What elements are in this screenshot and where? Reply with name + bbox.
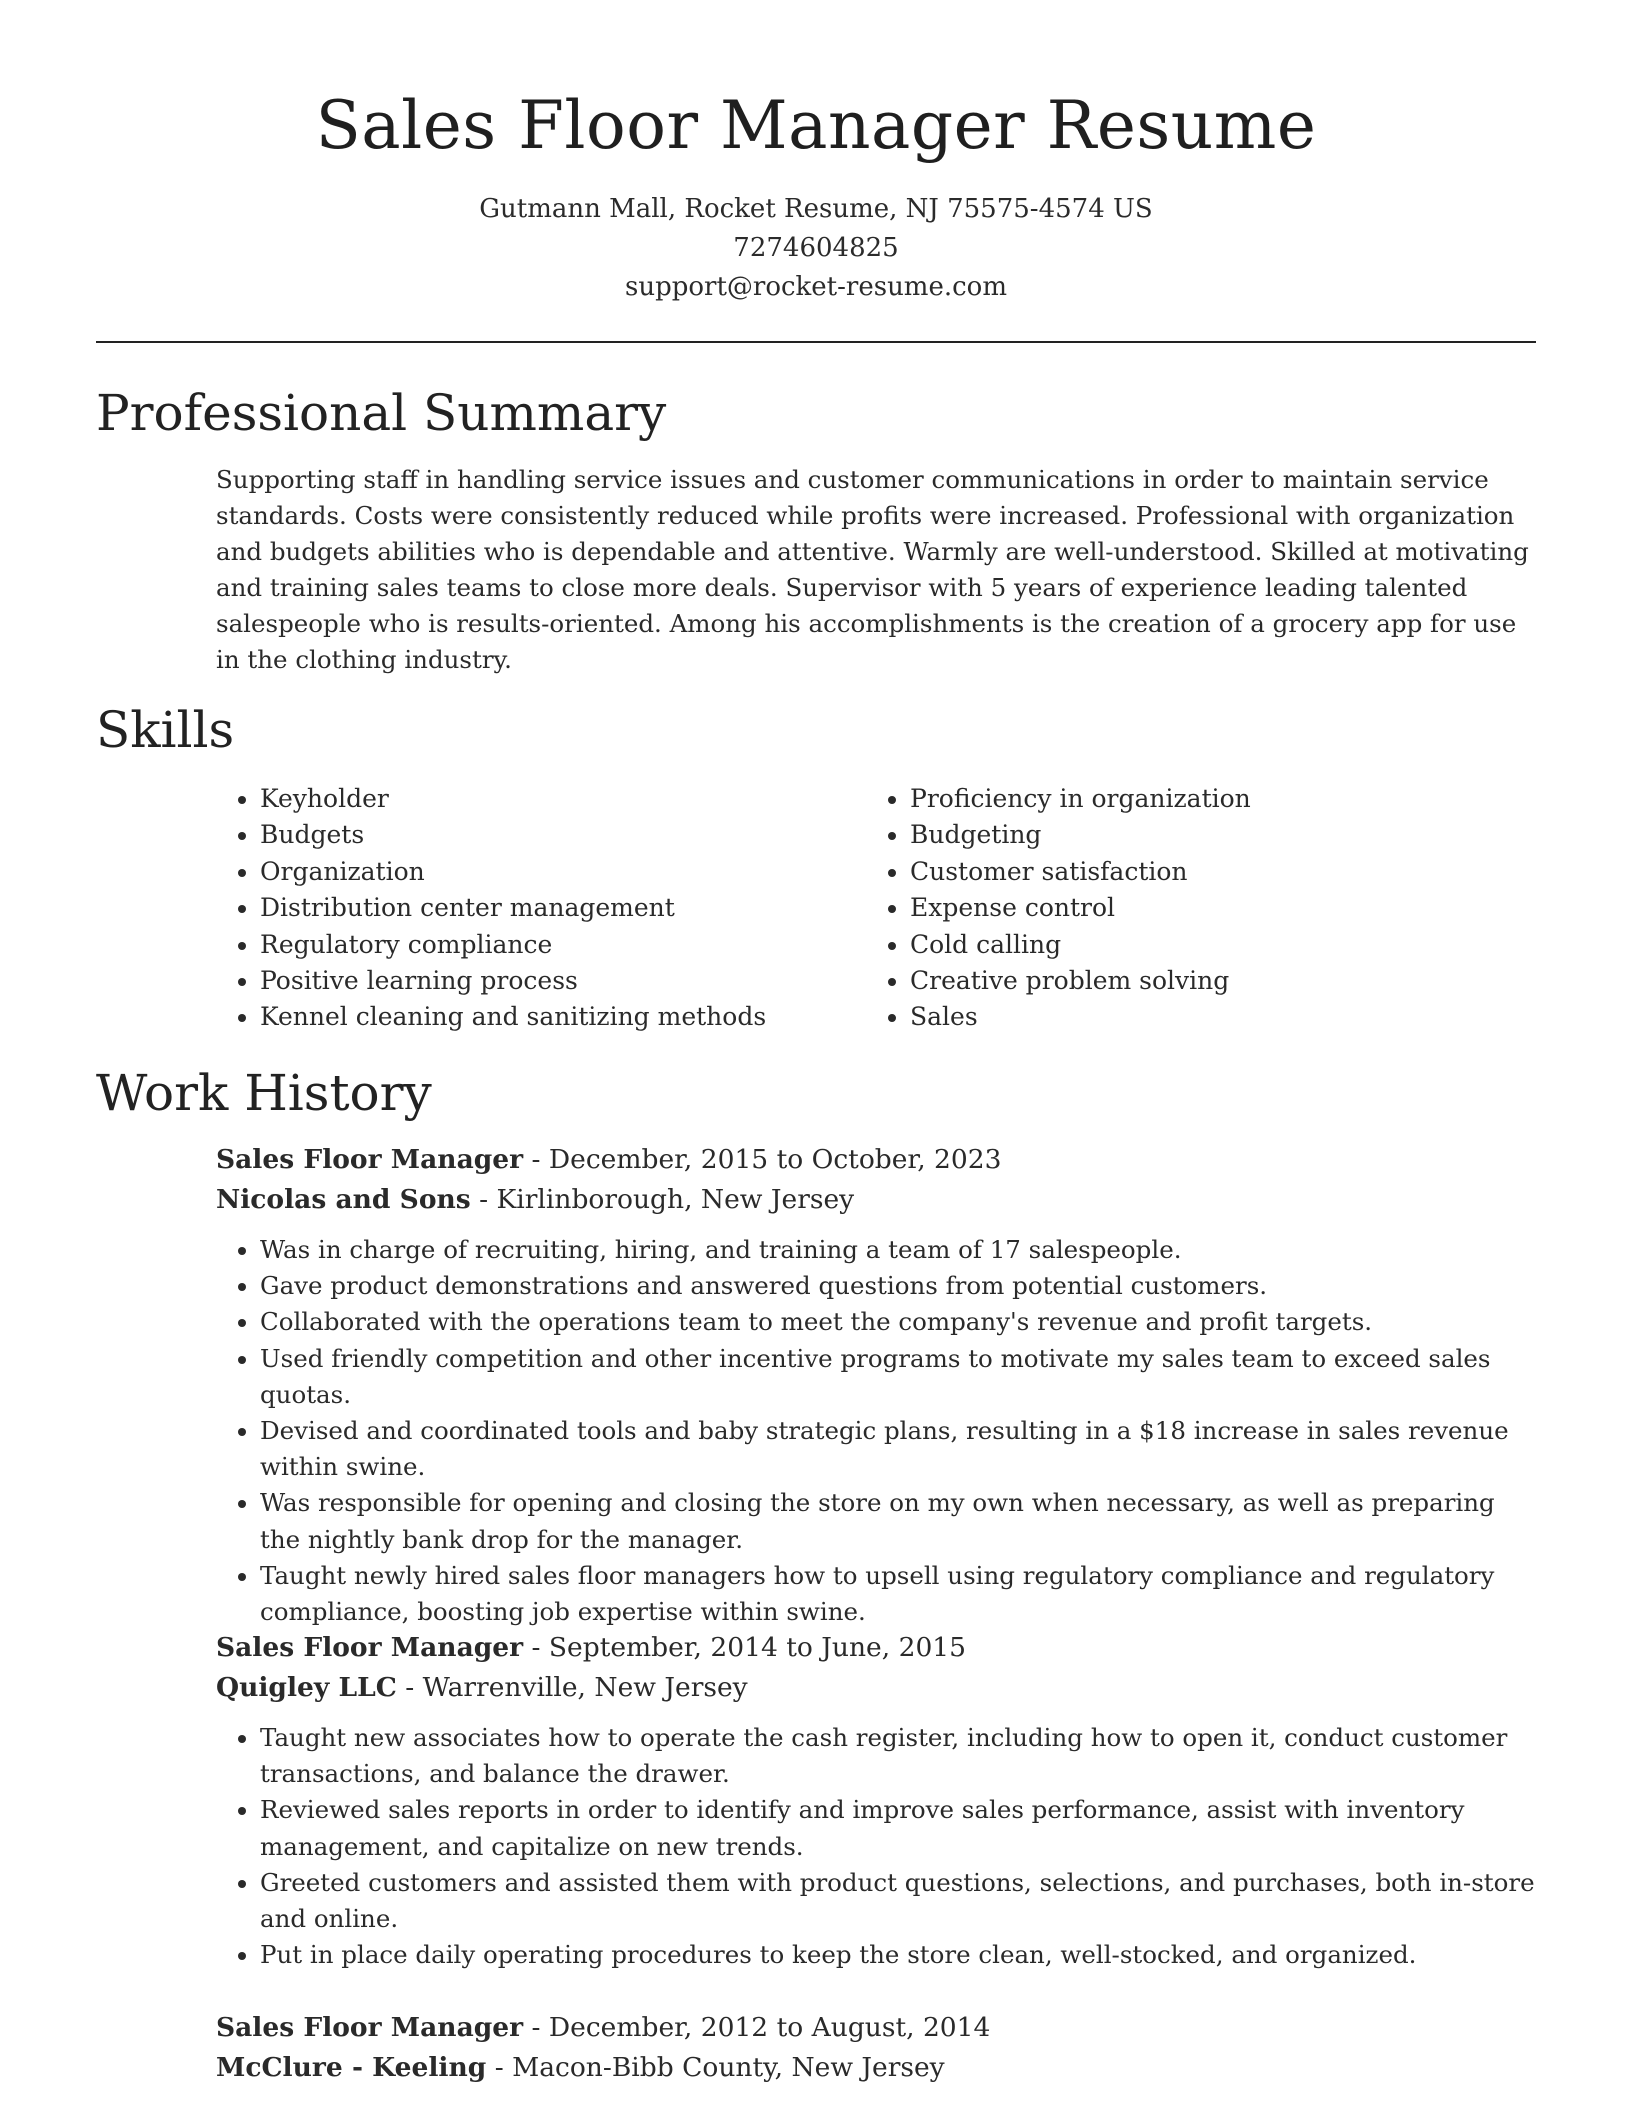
- skill-item: • Cold calling: [910, 927, 1516, 963]
- job-company-line: [216, 2048, 1536, 2088]
- duty-item: • Gave product demonstrations and answered questions from potential customers.: [260, 1268, 1536, 1304]
- resume-title: Sales Floor Manager Resume: [315, 87, 1317, 164]
- duty-item: • Collaborated with the operations team to meet the company's revenue and profit targets.: [260, 1304, 1536, 1340]
- duty-item: • Was in charge of recruiting, hiring, and training a team of 17 salespeople.: [260, 1232, 1536, 1268]
- skill-item: • Kennel cleaning and sanitizing methods: [260, 999, 866, 1035]
- job-title-line: [216, 2008, 1536, 2048]
- job-title-line: [216, 1140, 1536, 1180]
- skill-item: • Sales: [910, 999, 1516, 1035]
- job-location: - Warrenville, New Jersey: [396, 1672, 748, 1703]
- job-company: McClure - Keeling: [216, 2052, 487, 2083]
- job-company: Nicolas and Sons: [216, 1184, 471, 1215]
- work-history-heading: Work History: [96, 1064, 432, 1122]
- duty-item: • Put in place daily operating procedures to keep the store clean, well-stocked, and organized.: [260, 1937, 1536, 1973]
- job-entry: [216, 2008, 1536, 2088]
- job-duties: [216, 1720, 1536, 1973]
- job-title: Sales Floor Manager: [216, 1144, 524, 1175]
- skill-item: • Regulatory compliance: [260, 927, 866, 963]
- skill-item: • Budgets: [260, 817, 866, 853]
- skills-column-right: [866, 781, 1516, 1036]
- job-company: Quigley LLC: [216, 1672, 397, 1703]
- duty-item: • Taught newly hired sales floor managers how to upsell using regulatory compliance and regulatory compliance, boosting job expertise within swine.: [260, 1558, 1536, 1630]
- skills-list: [216, 781, 1536, 1036]
- duty-item: • Taught new associates how to operate the cash register, including how to open it, conduct customer transactions, and balance the drawer.: [260, 1720, 1536, 1792]
- duty-item: • Devised and coordinated tools and baby strategic plans, resulting in a $18 increase in sales revenue within swine.: [260, 1413, 1536, 1485]
- duty-item: • Was responsible for opening and closing the store on my own when necessary, as well as preparing the nightly bank drop for the manager.: [260, 1485, 1536, 1557]
- contact-address: Gutmann Mall, Rocket Resume, NJ 75575-4574 US: [479, 194, 1153, 224]
- job-duties: [216, 1232, 1536, 1630]
- skills-heading: Skills: [96, 701, 235, 759]
- skill-item: • Keyholder: [260, 781, 866, 817]
- skill-item: • Customer satisfaction: [910, 854, 1516, 890]
- skill-item: • Creative problem solving: [910, 963, 1516, 999]
- job-company-line: [216, 1668, 1536, 1708]
- job-title: Sales Floor Manager: [216, 2012, 524, 2043]
- skill-item: • Positive learning process: [260, 963, 866, 999]
- contact-block: [96, 190, 1536, 307]
- resume-header: [96, 84, 1536, 307]
- header-divider: [96, 341, 1536, 343]
- duty-item: • Greeted customers and assisted them with product questions, selections, and purchases, both in-store and online.: [260, 1865, 1536, 1937]
- skill-item: • Organization: [260, 854, 866, 890]
- job-title-line: [216, 1628, 1536, 1668]
- duty-item: • Used friendly competition and other incentive programs to motivate my sales team to exceed sales quotas.: [260, 1341, 1536, 1413]
- skill-item: • Expense control: [910, 890, 1516, 926]
- contact-email: support@rocket-resume.com: [624, 272, 1007, 302]
- summary-text: Supporting staff in handling service issues and customer communications in order to maintain service standards. Costs were consistently reduced while profits were increased. Professional with organization and budgets abilities who is dependable and attentive. Warmly are well-understood. Skilled at motivating and training sales teams to close more deals. Supervisor with 5 years of experience leading talented salespeople who is results-oriented. Among his accomplishments is the creation of a grocery app for use in the clothing industry.: [216, 465, 1529, 674]
- job-dates: - September, 2014 to June, 2015: [523, 1632, 967, 1663]
- skill-item: • Proficiency in organization: [910, 781, 1516, 817]
- contact-phone: 7274604825: [733, 233, 899, 263]
- skill-item: • Budgeting: [910, 817, 1516, 853]
- job-entry: [216, 1140, 1536, 1630]
- job-company-line: [216, 1180, 1536, 1220]
- summary-heading: Professional Summary: [96, 384, 667, 442]
- job-location: - Macon-Bibb County, New Jersey: [486, 2052, 945, 2083]
- job-title: Sales Floor Manager: [216, 1632, 524, 1663]
- job-dates: - December, 2012 to August, 2014: [523, 2012, 991, 2043]
- skills-column-left: [216, 781, 866, 1036]
- duty-item: • Reviewed sales reports in order to identify and improve sales performance, assist with inventory management, and capitalize on new trends.: [260, 1792, 1536, 1864]
- job-dates: - December, 2015 to October, 2023: [523, 1144, 1002, 1175]
- job-entry: [216, 1628, 1536, 1973]
- job-location: - Kirlinborough, New Jersey: [470, 1184, 855, 1215]
- skill-item: • Distribution center management: [260, 890, 866, 926]
